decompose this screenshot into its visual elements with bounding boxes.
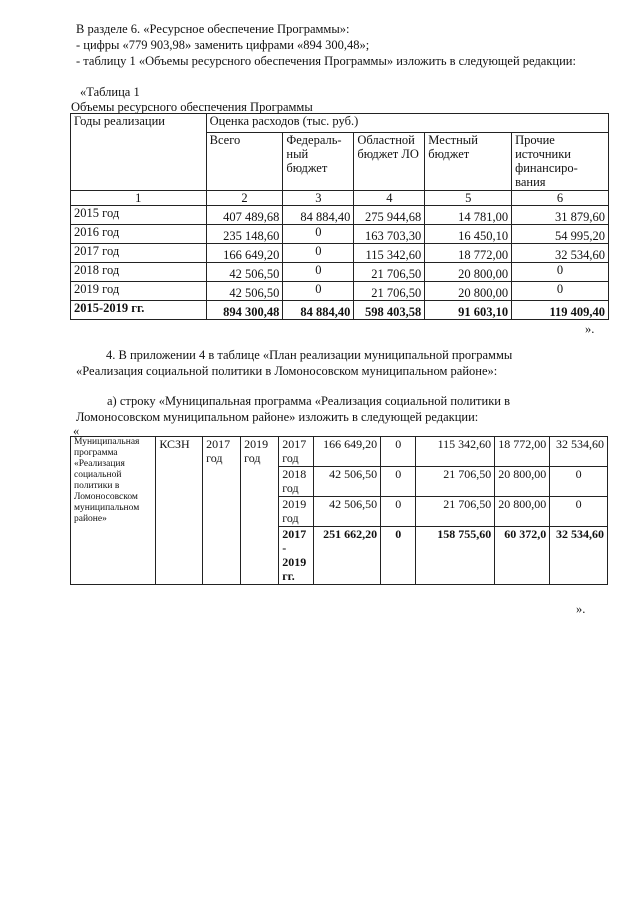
table1-label: «Таблица 1 [80,85,140,99]
col-number: 2 [206,191,283,206]
col-number: 5 [425,191,512,206]
value-cell: 0 [283,282,354,301]
open-quote: « [73,424,80,438]
col-number: 1 [71,191,207,206]
value-cell: 18 772,00 [425,244,512,263]
table-row [71,244,609,263]
value-cell: 0 [283,263,354,282]
year-cell: 2019 год [71,282,207,301]
section4-sub-1: а) строку «Муниципальная программа «Реализация социальной политики в [107,394,510,408]
value-cell: 32 534,60 [550,437,608,467]
value-cell: 251 662,20 [313,527,380,585]
program-name: Муниципальная программа «Реализация социальной политики в Ломоносовском муниципальном районе» [71,437,156,585]
value-cell: 166 649,20 [313,437,380,467]
value-cell: 20 800,00 [425,263,512,282]
header-costs: Оценка расходов (тыс. руб.) [206,114,608,133]
table-row [71,225,609,244]
year-cell: 2017 год [279,437,314,467]
resource-table [70,113,609,320]
value-cell: 0 [550,497,608,527]
year-cell: 2015 год [71,206,207,225]
section4-line-1: 4. В приложении 4 в таблице «План реализации муниципальной программы [106,348,513,362]
value-cell: 0 [381,527,416,585]
year-cell: 2015-2019 гг. [71,301,207,320]
value-cell: 115 342,60 [416,437,495,467]
value-cell: 31 879,60 [512,206,609,225]
value-cell: 0 [512,263,609,282]
value-cell: 158 755,60 [416,527,495,585]
col-regional: Областной бюджет ЛО [354,133,425,191]
value-cell: 894 300,48 [206,301,283,320]
col-federal: Федераль-ный бюджет [283,133,354,191]
value-cell: 20 800,00 [425,282,512,301]
value-cell: 115 342,60 [354,244,425,263]
value-cell: 42 506,50 [313,467,380,497]
value-cell: 32 534,60 [512,244,609,263]
year-cell: 2017 год [71,244,207,263]
value-cell: 407 489,68 [206,206,283,225]
value-cell: 84 884,40 [283,206,354,225]
table2-close: ». [576,602,586,616]
start-year: 2017 год [203,437,241,585]
year-cell: 2017 - 2019 гг. [279,527,314,585]
value-cell: 598 403,58 [354,301,425,320]
table-row [71,282,609,301]
value-cell: 0 [512,282,609,301]
table-row [71,206,609,225]
value-cell: 0 [381,497,416,527]
col-number: 4 [354,191,425,206]
value-cell: 0 [381,437,416,467]
value-cell: 42 506,50 [313,497,380,527]
section4-sub-2: Ломоносовском муниципальном районе» изложить в следующей редакции: [76,410,479,424]
table-row-total [71,301,609,320]
value-cell: 163 703,30 [354,225,425,244]
value-cell: 21 706,50 [354,263,425,282]
col-number: 6 [512,191,609,206]
value-cell: 21 706,50 [416,467,495,497]
header-years: Годы реализации [71,114,207,191]
end-year: 2019 год [241,437,279,585]
value-cell: 54 995,20 [512,225,609,244]
intro-line-2: - цифры «779 903,98» заменить цифрами «894 300,48»; [76,38,370,52]
col-number: 3 [283,191,354,206]
value-cell: 119 409,40 [512,301,609,320]
year-cell: 2018 год [279,467,314,497]
value-cell: 0 [283,244,354,263]
value-cell: 18 772,00 [495,437,550,467]
section4-line-2: «Реализация социальной политики в Ломоносовском муниципальном районе»: [76,364,498,378]
value-cell: 32 534,60 [550,527,608,585]
value-cell: 20 800,00 [495,497,550,527]
col-total: Всего [206,133,283,191]
year-cell: 2016 год [71,225,207,244]
value-cell: 0 [381,467,416,497]
value-cell: 235 148,60 [206,225,283,244]
value-cell: 91 603,10 [425,301,512,320]
value-cell: 275 944,68 [354,206,425,225]
value-cell: 16 450,10 [425,225,512,244]
plan-table [70,436,608,585]
value-cell: 14 781,00 [425,206,512,225]
value-cell: 166 649,20 [206,244,283,263]
intro-line-3: - таблицу 1 «Объемы ресурсного обеспечения Программы» изложить в следующей редакции: [76,54,576,68]
value-cell: 0 [550,467,608,497]
table-row [71,114,609,133]
table-row [71,437,608,467]
col-other: Прочие источники финансиро-вания [512,133,609,191]
executor: КСЗН [156,437,203,585]
table-row [71,263,609,282]
col-local: Местный бюджет [425,133,512,191]
table-row [71,191,609,206]
value-cell: 21 706,50 [416,497,495,527]
year-cell: 2018 год [71,263,207,282]
table1-caption: Объемы ресурсного обеспечения Программы [71,100,313,114]
value-cell: 21 706,50 [354,282,425,301]
value-cell: 42 506,50 [206,282,283,301]
intro-line-1: В разделе 6. «Ресурсное обеспечение Программы»: [76,22,350,36]
table1-close: ». [585,322,595,336]
value-cell: 84 884,40 [283,301,354,320]
year-cell: 2019 год [279,497,314,527]
value-cell: 42 506,50 [206,263,283,282]
value-cell: 60 372,0 [495,527,550,585]
value-cell: 0 [283,225,354,244]
value-cell: 20 800,00 [495,467,550,497]
